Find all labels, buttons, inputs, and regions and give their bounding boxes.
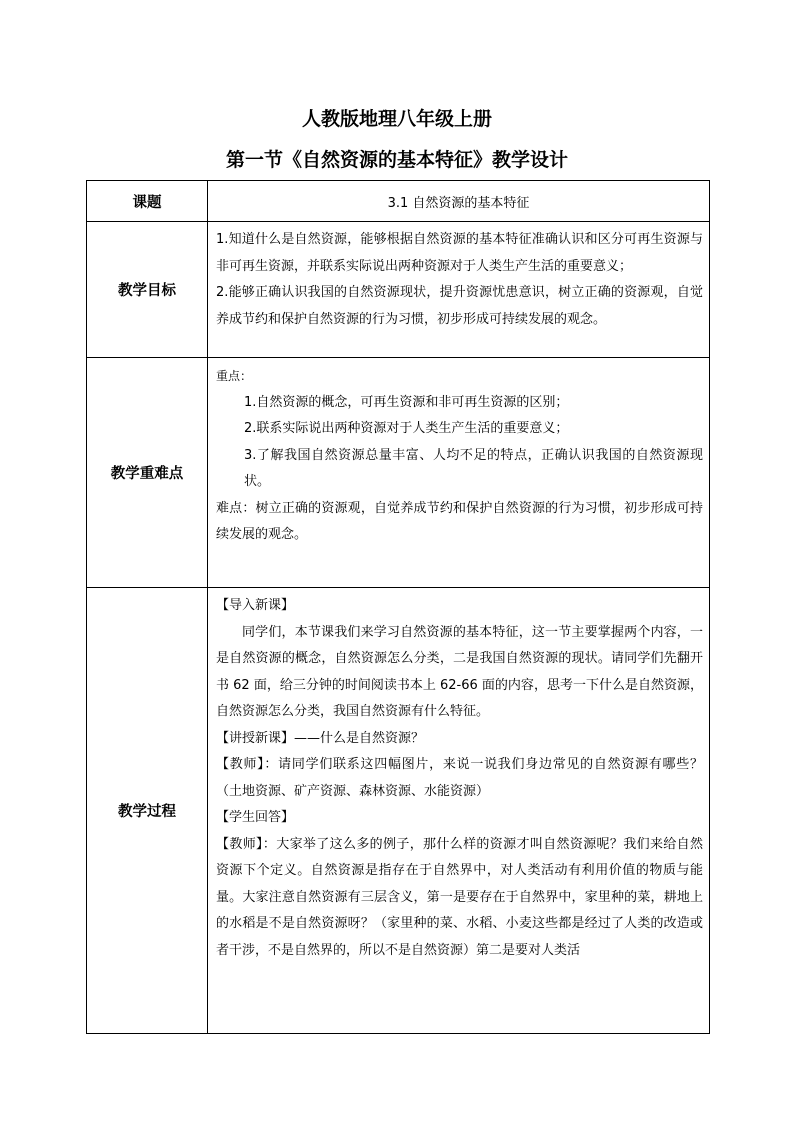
page-title: 人教版地理八年级上册 <box>301 108 492 130</box>
key-item: 3.了解我国自然资源总量丰富、人均不足的特点，正确认识我国的自然资源现状。 <box>244 447 703 489</box>
lesson-plan-table <box>86 180 710 1034</box>
teacher-prompt: 【教师】：请同学们联系这四幅图片，来说一说我们身边常见的自然资源有哪些？（土地资源、矿产资源、森林资源、水能资源） <box>216 757 703 799</box>
goal-item: 2.能够正确认识我国的自然资源现状，提升资源忧患意识，树立正确的资源观，自觉养成节约和保护自然资源的行为习惯，初步形成可持续发展的观念。 <box>216 285 703 327</box>
keypoints-label: 教学重难点 <box>87 358 208 588</box>
table-row-goals <box>87 222 710 358</box>
key-item: 1.自然资源的概念，可再生资源和非可再生资源的区别； <box>244 394 569 410</box>
process-label: 教学过程 <box>87 588 208 1034</box>
goal-item: 1.知道什么是自然资源，能够根据自然资源的基本特征准确认识和区分可再生资源与非可再生资源，并联系实际说出两种资源对于人类生产生活的重要意义； <box>216 232 703 274</box>
difficulty-text: 难点：树立正确的资源观，自觉养成节约和保护自然资源的行为习惯，初步形成可持续发展的观念。 <box>216 500 703 542</box>
topic-label: 课题 <box>87 181 208 222</box>
key-heading: 重点： <box>216 369 253 383</box>
key-item: 2.联系实际说出两种资源对于人类生产生活的重要意义； <box>244 421 569 436</box>
intro-text: 同学们，本节课我们来学习自然资源的基本特征，这一节主要掌握两个内容，一是自然资源的概念，自然资源怎么分类，二是我国自然资源的现状。请同学们先翻开书 62 面，给三分钟的时间阅读书本上 62-66 面的内容，思考一下什么是自然资源，自然资源怎么分类，我国自然资源有什么特征。 <box>216 624 703 719</box>
topic-value: 3.1 自然资源的基本特征 <box>208 181 710 222</box>
goals-content <box>208 222 710 358</box>
page-subtitle: 第一节《自然资源的基本特征》教学设计 <box>225 149 568 171</box>
keypoints-content <box>208 358 710 588</box>
teacher-explanation: 【教师】：大家举了这么多的例子，那什么样的资源才叫自然资源呢？我们来给自然资源下个定义。自然资源是指存在于自然界中，对人类活动有利用价值的物质与能量。大家注意自然资源有三层含义，第一是要存在于自然界中，家里种的菜，耕地上的水稻是不是自然资源呀？（家里种的菜、水稻、小麦这些都是经过了人类的改造或者干涉，不是自然界的，所以不是自然资源）第二是要对人类活 <box>216 836 703 958</box>
lecture-heading: 【讲授新课】——什么是自然资源？ <box>216 730 425 746</box>
process-content <box>208 588 710 1034</box>
goals-label: 教学目标 <box>87 222 208 358</box>
student-answer: 【学生回答】 <box>216 810 295 825</box>
table-row-keypoints <box>87 358 710 588</box>
intro-heading: 【导入新课】 <box>216 598 295 613</box>
table-row-process <box>87 588 710 1034</box>
table-row-topic <box>87 181 710 222</box>
